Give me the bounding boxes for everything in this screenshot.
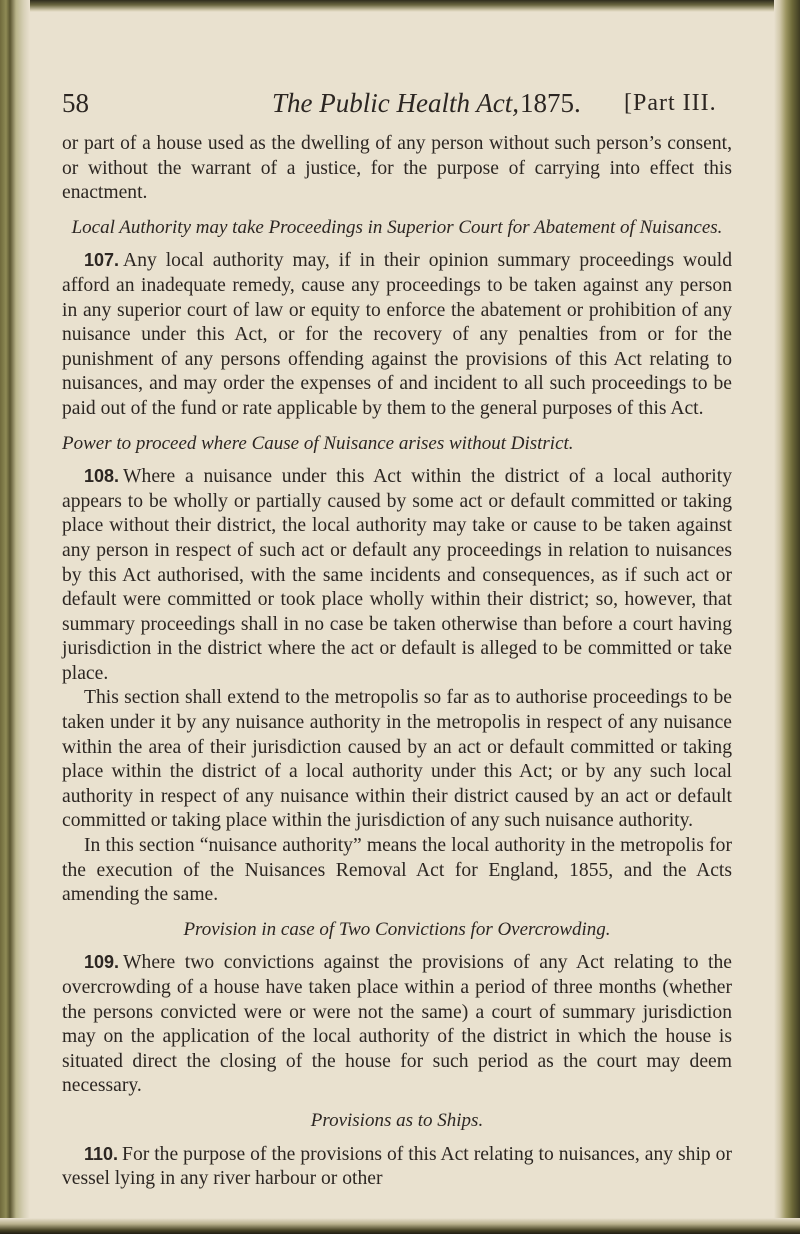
section-heading: Power to proceed where Cause of Nuisance arises without District. xyxy=(62,432,574,454)
section-number: 108. xyxy=(84,466,120,487)
section-number: 107. xyxy=(84,250,120,271)
paragraph: This section shall extend to the metropolis so far as to authorise proceedings to be taken under it by any nuisance authority in the metropolis in respect of any nuisance within the area of their jurisdiction caused by an act or default committed or taking place within the district of a local authority under this Act; or by any such local authority in respect of any nuisance within their district caused by an act or default committed or taking place within the jurisdiction of any such nuisance authority. xyxy=(62,687,732,832)
section-text: For the purpose of the provisions of this Act relating to nuisances, any ship or vessel lying in any river harbour or other xyxy=(62,1143,732,1190)
section-110 xyxy=(62,1142,732,1192)
running-header xyxy=(62,88,732,124)
running-year: 1875. xyxy=(520,88,581,118)
section-text: Where a nuisance under this Act within the district of a local authority appears to be wholly or partially caused by some act or default committed or taking place without their district, the local authority may take or cause to be taken against any person in respect of such act or default any proceedings in relation to nuisances by this Act authorised, with the same incidents and consequences, as if such act or default were committed or took place wholly within their district; so, however, that summary proceedings shall in no case be taken otherwise than before a court having jurisdiction in the district where the act or default is alleged to be committed or take place. xyxy=(62,466,732,684)
running-title: The Public Health Act, xyxy=(272,88,519,118)
paragraph: In this section “nuisance authority” means the local authority in the metropolis for the execution of the Nuisances Removal Act for England, 1855, and the Acts amending the same. xyxy=(62,835,732,906)
page-right-edge xyxy=(774,0,800,1234)
book-page xyxy=(62,88,732,1192)
page-bottom-edge xyxy=(0,1218,800,1234)
page-number: 58 xyxy=(62,88,89,118)
section-109 xyxy=(62,950,732,1099)
section-heading: Provisions as to Ships. xyxy=(310,1109,484,1131)
section-heading: Provision in case of Two Convictions for Overcrowding. xyxy=(183,918,611,940)
section-text: Where two convictions against the provisions of any Act relating to the overcrowding of a house have taken place within a period of three months (whether the persons convicted were or were not the same) a court of summary jurisdiction may on the application of the local authority of the district in which the house is situated direct the closing of the house for such period as the court may deem necessary. xyxy=(62,952,732,1097)
paragraph: or part of a house used as the dwelling of any person without such person’s consent, or without the warrant of a justice, for the purpose of carrying into effect this enactment. xyxy=(62,133,732,204)
section-107 xyxy=(62,248,732,421)
section-number: 110. xyxy=(84,1143,119,1164)
section-heading: Local Authority may take Proceedings in Superior Court for Abatement of Nuisances. xyxy=(71,216,723,238)
section-108 xyxy=(62,464,732,686)
part-indicator: [Part III. xyxy=(624,90,717,116)
section-number: 109. xyxy=(84,952,120,973)
section-text: Any local authority may, if in their opinion summary proceedings would afford an inadequate remedy, cause any proceedings to be taken against any person in any superior court of law or equity to enforce the abatement or prohibition of any nuisance under this Act, or for the recovery of any penalties from or for the punishment of any persons offending against the provisions of this Act relating to nuisances, and may order the expenses of and incident to all such proceedings to be paid out of the fund or rate applicable by them to the general purposes of this Act. xyxy=(62,250,732,419)
book-spine-edge xyxy=(0,0,30,1234)
page-top-edge xyxy=(0,0,800,12)
